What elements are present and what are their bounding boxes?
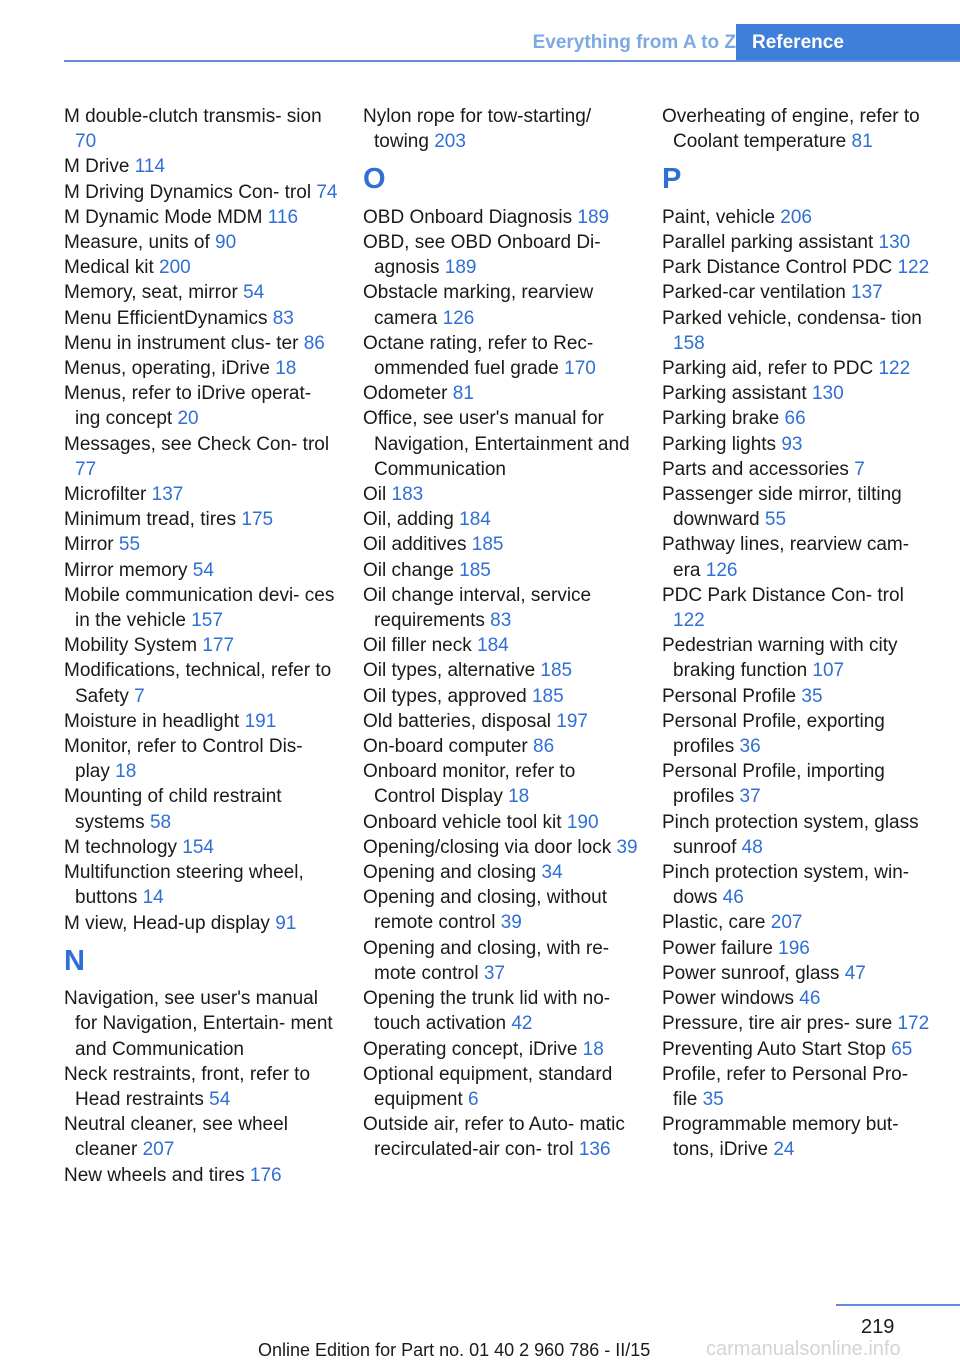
- page-link[interactable]: 190: [566, 811, 599, 833]
- index-entry-text: Pinch protection system, glass sunroof: [662, 811, 919, 858]
- index-entry-text: Mirror: [64, 534, 119, 556]
- index-entry: [662, 684, 937, 709]
- index-entry: [363, 633, 638, 658]
- index-entry: [363, 331, 638, 381]
- page-link[interactable]: 54: [209, 1088, 231, 1110]
- index-column-1: [64, 104, 339, 1188]
- page-link[interactable]: 81: [452, 383, 474, 405]
- page-link[interactable]: 65: [891, 1038, 913, 1060]
- index-column-3: [662, 104, 937, 1163]
- index-entry-text: Opening and closing: [363, 862, 542, 884]
- index-entry-text: Outside air, refer to Auto‐ matic recirculated-air con‐ trol: [363, 1114, 625, 1161]
- index-letter-heading: N: [64, 944, 85, 977]
- page-link[interactable]: 81: [851, 131, 873, 153]
- page-link[interactable]: 55: [764, 509, 787, 531]
- index-entry-text: Parking assistant: [662, 383, 812, 405]
- index-entry-text: Plastic, care: [662, 912, 771, 934]
- index-entry: [64, 1062, 339, 1112]
- index-entry-text: M double-clutch transmis‐ sion: [64, 106, 322, 127]
- index-entry-text: Nylon rope for tow-starting/ towing: [363, 106, 592, 153]
- page-link[interactable]: 35: [801, 685, 823, 707]
- index-entry-text: Oil change interval, service requirements: [363, 584, 592, 632]
- index-entry-text: Obstacle marking, rearview camera: [363, 282, 594, 329]
- page-link[interactable]: 207: [142, 1139, 175, 1161]
- page-link[interactable]: 172: [897, 1013, 930, 1035]
- page-link[interactable]: 176: [249, 1164, 282, 1186]
- page-link[interactable]: 55: [118, 534, 141, 556]
- index-entry: [363, 936, 638, 986]
- index-entry-text: Parking lights: [662, 433, 782, 455]
- index-entry: [662, 230, 937, 255]
- index-entry-text: Mobile communication devi‐ ces in the vehicle: [64, 584, 335, 632]
- index-entry: [64, 658, 339, 708]
- index-entry-text: Neck restraints, front, refer to Head restraints: [64, 1063, 311, 1110]
- page-link[interactable]: 18: [508, 786, 530, 808]
- index-entry: [662, 633, 937, 683]
- index-entry: [662, 482, 937, 532]
- index-entry-text: Menu EfficientDynamics: [64, 307, 273, 329]
- page-link[interactable]: 158: [673, 332, 705, 354]
- index-entry-text: Menu in instrument clus‐ ter: [64, 332, 304, 354]
- index-entry: [363, 759, 638, 809]
- page-link[interactable]: 42: [511, 1013, 533, 1035]
- page-link[interactable]: 86: [303, 332, 325, 354]
- index-entry: [363, 684, 638, 709]
- index-entry: [662, 306, 937, 356]
- index-entry-text: Odometer: [363, 383, 453, 405]
- index-entry: [64, 331, 339, 356]
- index-entry: [363, 986, 638, 1036]
- index-entry: [662, 356, 937, 381]
- index-entry: [662, 381, 937, 406]
- page-link[interactable]: 207: [770, 912, 803, 934]
- index-entry: [64, 255, 339, 280]
- index-entry-text: Overheating of engine, refer to Coolant temperature: [662, 106, 920, 153]
- index-entry: [363, 558, 638, 583]
- index-entry: [64, 381, 339, 431]
- index-entry-text: Preventing Auto Start Stop: [662, 1038, 892, 1060]
- index-entry-text: Parked vehicle, condensa‐ tion: [662, 307, 922, 329]
- section-title: Everything from A to Z: [532, 32, 736, 53]
- index-entry-text: Pinch protection system, win‐ dows: [662, 862, 910, 909]
- index-entry: [363, 381, 638, 406]
- index-entry: [363, 1062, 638, 1112]
- index-entry-text: Pressure, tire air pres‐ sure: [662, 1013, 898, 1035]
- index-entry: [363, 482, 638, 507]
- page-link[interactable]: 6: [468, 1088, 479, 1110]
- index-entry: [363, 860, 638, 885]
- index-entry: [363, 532, 638, 557]
- index-entry-text: Parking brake: [662, 408, 785, 430]
- page-link[interactable]: 34: [541, 862, 563, 884]
- index-letter-heading: P: [662, 163, 682, 196]
- page-link[interactable]: 136: [578, 1139, 611, 1161]
- index-entry-text: Oil: [363, 484, 392, 506]
- page-link[interactable]: 189: [577, 206, 610, 228]
- index-entry-text: Parallel parking assistant: [662, 232, 879, 253]
- page-link[interactable]: 93: [781, 433, 803, 455]
- page-link[interactable]: 48: [741, 836, 763, 858]
- index-entry-text: Messages, see Check Con‐ trol: [64, 433, 330, 455]
- index-entry: [64, 205, 339, 230]
- page-link[interactable]: 58: [149, 811, 172, 833]
- index-entry: [363, 230, 638, 280]
- index-entry-text: M Drive: [64, 156, 135, 178]
- index-entry-text: OBD, see OBD Onboard Di‐ agnosis: [363, 232, 601, 279]
- index-entry: [662, 1062, 937, 1112]
- index-entry-text: Onboard monitor, refer to Control Display: [363, 761, 576, 808]
- index-entry: [662, 709, 937, 759]
- page-link[interactable]: 46: [799, 988, 821, 1010]
- index-entry-text: Power sunroof, glass: [662, 962, 845, 984]
- index-entry: [662, 1011, 937, 1036]
- page-link[interactable]: 39: [616, 836, 638, 858]
- index-entry-text: Parts and accessories: [662, 458, 855, 480]
- page-link[interactable]: 122: [878, 358, 911, 380]
- index-entry: [662, 961, 937, 986]
- page-link[interactable]: 184: [459, 509, 491, 531]
- index-entry: [64, 911, 339, 936]
- page-link[interactable]: 175: [241, 509, 274, 531]
- index-entry-text: Mounting of child restraint systems: [64, 786, 282, 833]
- index-entry-text: Opening/closing via door lock: [363, 836, 617, 858]
- index-entry-text: Memory, seat, mirror: [64, 282, 244, 304]
- index-entry: [662, 255, 937, 280]
- index-entry: [363, 658, 638, 683]
- index-entry-text: Measure, units of: [64, 232, 216, 254]
- index-entry: [64, 583, 339, 633]
- index-entry-text: Pedestrian warning with city braking function: [662, 635, 898, 682]
- index-entry: [662, 986, 937, 1011]
- header-rule: [64, 60, 960, 62]
- page-link[interactable]: 46: [722, 887, 744, 909]
- page-link[interactable]: 39: [500, 912, 522, 934]
- index-entry-text: Paint, vehicle: [662, 206, 781, 228]
- watermark-text: carmanualsonline.info: [706, 1338, 901, 1360]
- footer-rule: [836, 1304, 960, 1306]
- index-entry-text: Parked-car ventilation: [662, 282, 852, 304]
- index-entry: [363, 205, 638, 230]
- page-link[interactable]: 130: [878, 232, 911, 253]
- index-entry: [64, 709, 339, 734]
- page-link[interactable]: 47: [844, 962, 866, 984]
- page-link[interactable]: 185: [459, 559, 491, 581]
- page-link[interactable]: 170: [564, 358, 596, 380]
- index-entry: [64, 558, 339, 583]
- page-link[interactable]: 18: [582, 1038, 604, 1060]
- index-entry-text: Minimum tread, tires: [64, 509, 242, 531]
- index-entry-text: Mobility System: [64, 635, 203, 657]
- index-entry: [662, 406, 937, 431]
- index-entry: [363, 406, 638, 482]
- page-link[interactable]: 206: [780, 206, 812, 228]
- index-entry-text: Personal Profile: [662, 685, 802, 707]
- tab-reference[interactable]: Reference: [736, 24, 960, 62]
- page-link[interactable]: 177: [202, 635, 235, 657]
- page-link[interactable]: 196: [778, 937, 810, 959]
- index-entry-text: Operating concept, iDrive: [363, 1038, 583, 1060]
- index-entry: [64, 104, 339, 154]
- index-entry: [363, 1112, 638, 1162]
- index-entry: [64, 784, 339, 834]
- index-entry-text: Personal Profile, importing profiles: [662, 761, 885, 808]
- page-link[interactable]: 137: [851, 282, 883, 304]
- page-link[interactable]: 74: [316, 181, 338, 203]
- index-entry: [662, 1037, 937, 1062]
- page-link[interactable]: 126: [442, 307, 475, 329]
- index-entry: [363, 835, 638, 860]
- index-entry: [64, 280, 339, 305]
- page-link[interactable]: 20: [177, 408, 199, 430]
- page-link[interactable]: 116: [267, 206, 299, 228]
- index-entry-text: M technology: [64, 836, 183, 858]
- page-link[interactable]: 35: [702, 1088, 724, 1110]
- index-entry-text: M view, Head-up display: [64, 912, 276, 934]
- index-entry-text: Old batteries, disposal: [363, 710, 557, 732]
- index-entry: [64, 356, 339, 381]
- page-link[interactable]: 185: [531, 685, 564, 707]
- index-entry-text: Oil, adding: [363, 509, 460, 531]
- index-entry-text: Power failure: [662, 937, 779, 959]
- page-link[interactable]: 184: [477, 635, 509, 657]
- page-link[interactable]: 122: [897, 257, 930, 279]
- page-link[interactable]: 91: [275, 912, 297, 934]
- index-entry-text: Moisture in headlight: [64, 710, 245, 732]
- index-entry: [363, 709, 638, 734]
- index-entry: [363, 734, 638, 759]
- index-entry: [64, 860, 339, 910]
- index-entry: [662, 532, 937, 582]
- page-link[interactable]: 86: [533, 736, 555, 758]
- index-entry-text: On-board computer: [363, 736, 534, 758]
- page-link[interactable]: 126: [705, 559, 738, 581]
- index-entry: [64, 154, 339, 179]
- index-entry-text: Personal Profile, exporting profiles: [662, 710, 885, 758]
- index-entry: [64, 835, 339, 860]
- index-entry: [64, 180, 339, 205]
- page-link[interactable]: 37: [483, 962, 505, 984]
- index-entry: [64, 986, 339, 1062]
- index-entry: [662, 280, 937, 305]
- page-link[interactable]: 114: [134, 156, 166, 178]
- page-link[interactable]: 66: [784, 408, 806, 430]
- index-entry: [64, 633, 339, 658]
- index-entry-text: Oil filler neck: [363, 635, 478, 657]
- page-link[interactable]: 107: [812, 660, 845, 682]
- page-link[interactable]: 36: [739, 736, 761, 758]
- index-entry-text: Optional equipment, standard equipment: [363, 1063, 613, 1110]
- index-entry: [363, 810, 638, 835]
- page-link[interactable]: 154: [182, 836, 214, 858]
- index-entry-text: Opening and closing, without remote control: [363, 887, 607, 934]
- index-entry: [64, 230, 339, 255]
- index-entry-text: Pathway lines, rearview cam‐ era: [662, 534, 910, 581]
- index-entry: [64, 432, 339, 482]
- index-entry-text: Opening and closing, with re‐ mote control: [363, 937, 610, 984]
- index-entry-text: Oil types, approved: [363, 685, 532, 707]
- page-link[interactable]: 83: [272, 307, 294, 329]
- page-header: [64, 24, 960, 62]
- page-link[interactable]: 200: [159, 257, 191, 279]
- page-link[interactable]: 83: [490, 610, 512, 632]
- index-entry-text: Oil change: [363, 559, 460, 581]
- index-entry: [64, 1112, 339, 1162]
- index-entry-text: PDC Park Distance Con‐ trol: [662, 584, 904, 606]
- index-entry-text: Neutral cleaner, see wheel cleaner: [64, 1114, 288, 1161]
- index-entry-text: Multifunction steering wheel, buttons: [64, 862, 304, 909]
- page-link[interactable]: 18: [275, 358, 297, 380]
- index-entry-text: Opening the trunk lid with no- touch activation: [363, 988, 611, 1035]
- page-link[interactable]: 70: [75, 131, 97, 153]
- index-entry: [662, 1112, 937, 1162]
- index-entry-text: Parking aid, refer to PDC: [662, 358, 879, 380]
- index-entry: [64, 306, 339, 331]
- page-number: 219: [861, 1316, 895, 1338]
- page-link[interactable]: 203: [434, 131, 466, 153]
- index-entry: [64, 734, 339, 784]
- index-entry-text: Onboard vehicle tool kit: [363, 811, 567, 833]
- page-link[interactable]: 130: [811, 383, 844, 405]
- page-link[interactable]: 77: [75, 458, 97, 480]
- index-entry: [64, 1163, 339, 1188]
- index-entry-text: Microfilter: [64, 484, 152, 506]
- index-entry-text: New wheels and tires: [64, 1164, 250, 1186]
- index-entry-text: Navigation, see user's manual for Navigation, Entertain‐ ment and Communication: [64, 988, 333, 1060]
- index-entry: [64, 507, 339, 532]
- index-entry: [662, 759, 937, 809]
- page-link[interactable]: 122: [673, 610, 705, 632]
- page-link[interactable]: 157: [191, 610, 223, 632]
- page-link[interactable]: 14: [142, 887, 164, 909]
- index-entry: [662, 457, 937, 482]
- page-link[interactable]: 37: [739, 786, 761, 808]
- index-entry: [363, 1037, 638, 1062]
- index-entry-text: Menus, operating, iDrive: [64, 358, 276, 380]
- index-entry: [662, 104, 937, 154]
- page-link[interactable]: 183: [391, 484, 424, 506]
- index-entry: [363, 507, 638, 532]
- index-entry: [363, 280, 638, 330]
- page-link[interactable]: 185: [540, 660, 573, 682]
- index-entry-text: Power windows: [662, 988, 800, 1010]
- index-entry-text: M Dynamic Mode MDM: [64, 206, 268, 228]
- index-entry: [662, 936, 937, 961]
- index-entry: [662, 860, 937, 910]
- page-link[interactable]: 18: [115, 761, 137, 783]
- page-link[interactable]: 54: [192, 559, 214, 581]
- page-link[interactable]: 137: [151, 484, 184, 506]
- index-entry: [662, 205, 937, 230]
- index-letter-heading: O: [363, 163, 386, 196]
- page-link[interactable]: 90: [215, 232, 237, 254]
- page-link[interactable]: 189: [444, 257, 477, 279]
- page-link[interactable]: 24: [773, 1139, 795, 1161]
- index-entry: [64, 482, 339, 507]
- index-entry-text: Monitor, refer to Control Dis‐ play: [64, 736, 303, 783]
- page-link[interactable]: 7: [134, 685, 145, 707]
- page-link[interactable]: 7: [854, 458, 865, 480]
- index-entry-text: Menus, refer to iDrive operat‐ ing concept: [64, 383, 312, 430]
- index-column-2: [363, 104, 638, 1163]
- index-entry-text: Medical kit: [64, 257, 160, 279]
- index-entry: [363, 104, 638, 154]
- index-entry-text: Programmable memory but‐ tons, iDrive: [662, 1114, 899, 1161]
- index-entry-text: Profile, refer to Personal Pro‐ file: [662, 1063, 909, 1110]
- index-entry: [64, 532, 339, 557]
- index-entry: [662, 432, 937, 457]
- index-entry: [662, 810, 937, 860]
- edition-line: Online Edition for Part no. 01 40 2 960 786 - II/15: [258, 1340, 651, 1360]
- index-entry-text: Office, see user's manual for Navigation, Entertainment and Communication: [363, 408, 630, 480]
- index-entry-text: M Driving Dynamics Con‐ trol: [64, 181, 317, 203]
- page-link[interactable]: 197: [556, 710, 588, 732]
- index-entry-text: Octane rating, refer to Rec‐ ommended fuel grade: [363, 332, 594, 380]
- page-link[interactable]: 185: [471, 534, 504, 556]
- page-link[interactable]: 191: [244, 710, 277, 732]
- index-entry-text: OBD Onboard Diagnosis: [363, 206, 578, 228]
- index-entry: [662, 583, 937, 633]
- index-entry-text: Passenger side mirror, tilting downward: [662, 484, 902, 531]
- index-entry-text: Mirror memory: [64, 559, 193, 581]
- index-entry-text: Oil additives: [363, 534, 472, 556]
- index-entry-text: Modifications, technical, refer to Safety: [64, 660, 332, 707]
- index-entry-text: Oil types, alternative: [363, 660, 541, 682]
- index-entry-text: Park Distance Control PDC: [662, 257, 898, 279]
- index-entry: [363, 885, 638, 935]
- index-entry: [363, 583, 638, 633]
- page-link[interactable]: 54: [243, 282, 265, 304]
- index-entry: [662, 910, 937, 935]
